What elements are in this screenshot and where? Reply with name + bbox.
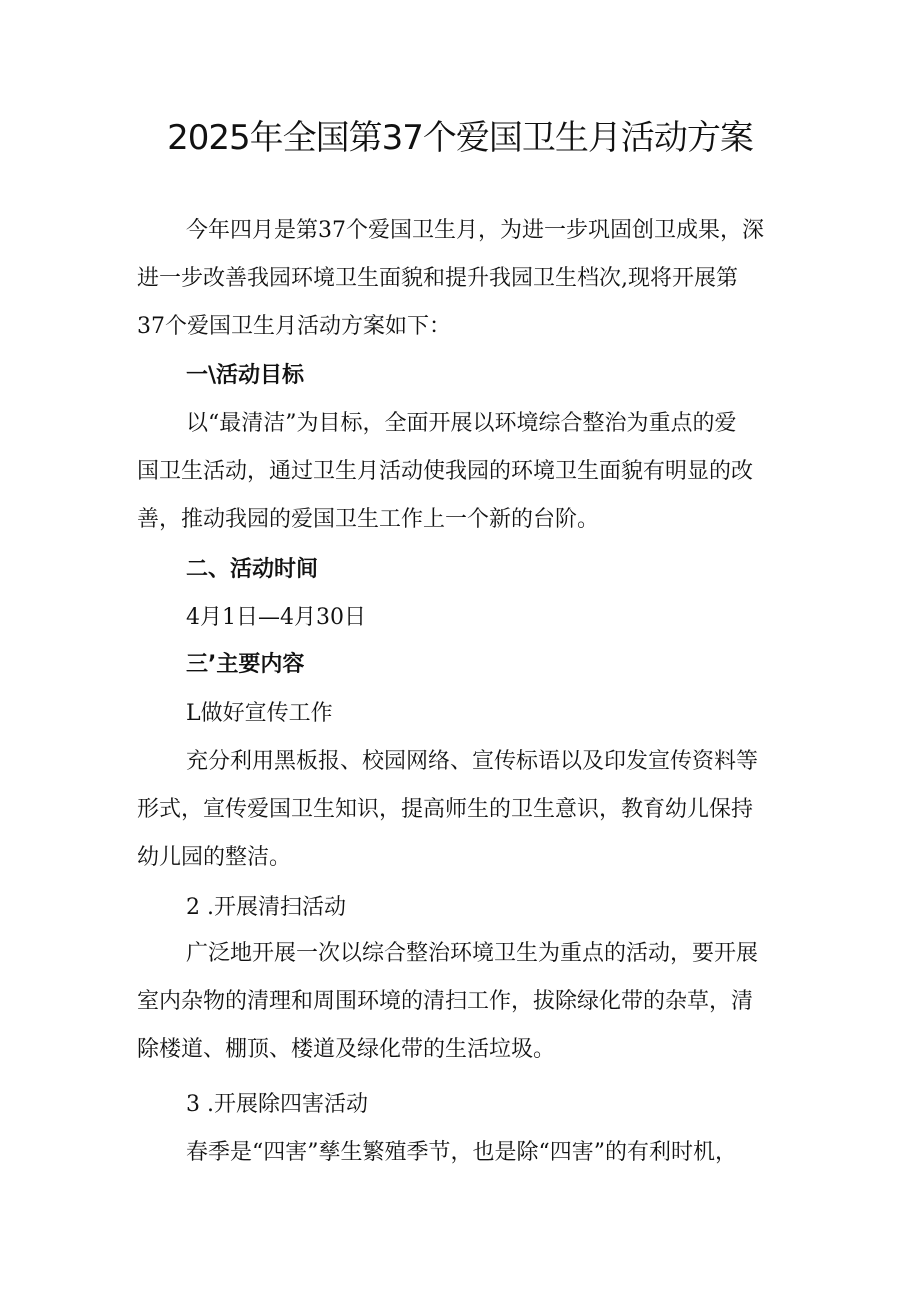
section-heading-content: 三’主要内容 xyxy=(186,652,305,677)
intro-line-2: 进一步改善我园环境卫生面貌和提升我园卫生档次,现将开展第 xyxy=(137,266,738,291)
item-2-line-1: 广泛地开展一次以综合整治环境卫生为重点的活动，要开展 xyxy=(186,941,759,966)
item-3-line-1: 春季是“四害”孳生繁殖季节，也是除“四害”的有利时机， xyxy=(186,1140,737,1165)
goals-line-3: 善，推动我园的爱国卫生工作上一个新的台阶。 xyxy=(137,507,600,532)
item-3-title: 3 .开展除四害活动 xyxy=(186,1092,368,1117)
item-2-line-3: 除楼道、棚顶、楼道及绿化带的生活垃圾。 xyxy=(137,1037,556,1062)
document-title: 2025年全国第37个爱国卫生月活动方案 xyxy=(167,118,753,158)
item-2-title: 2 .开展清扫活动 xyxy=(186,895,346,920)
time-line-1: 4月1日—4月30日 xyxy=(186,605,366,630)
section-heading-time: 二、活动时间 xyxy=(186,557,319,582)
item-1-line-2: 形式，宣传爱国卫生知识，提高师生的卫生意识，教育幼儿保持 xyxy=(137,797,754,822)
item-1-title: L做好宣传工作 xyxy=(186,701,333,726)
goals-line-1: 以“最清洁”为目标，全面开展以环境综合整治为重点的爱 xyxy=(186,411,737,436)
item-1-line-1: 充分利用黑板报、校园网络、宣传标语以及印发宣传资料等 xyxy=(186,749,759,774)
intro-line-3: 37个爱国卫生月活动方案如下： xyxy=(137,314,451,339)
item-1-line-3: 幼儿园的整洁。 xyxy=(137,845,292,870)
goals-line-2: 国卫生活动，通过卫生月活动使我园的环境卫生面貌有明显的改 xyxy=(137,459,754,484)
section-heading-goals: 一\活动目标 xyxy=(186,363,305,388)
item-2-line-2: 室内杂物的清理和周围环境的清扫工作，拔除绿化带的杂草，清 xyxy=(137,989,754,1014)
intro-line-1: 今年四月是第37个爱国卫生月，为进一步巩固创卫成果，深 xyxy=(186,218,764,243)
